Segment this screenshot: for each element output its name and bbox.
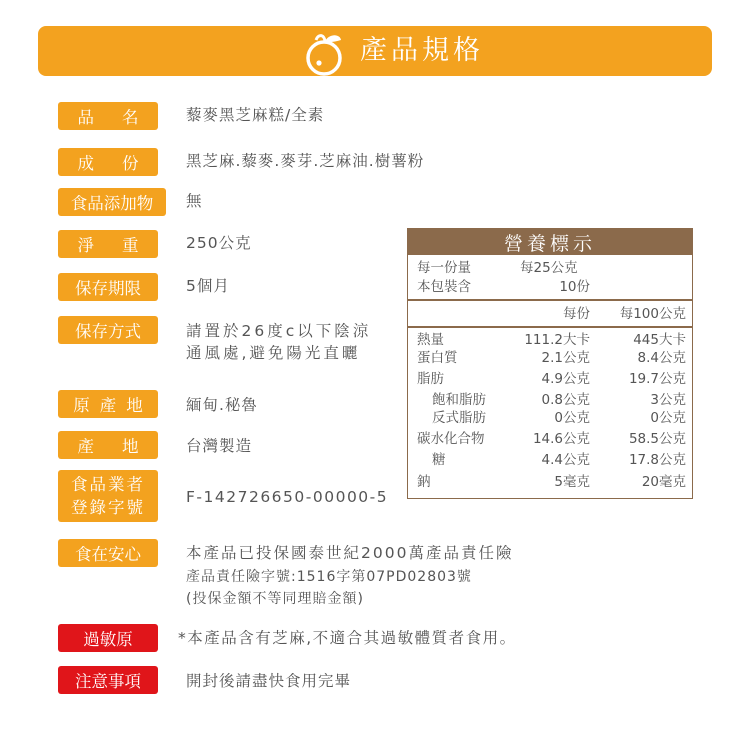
value-additives: 無 [186, 192, 203, 210]
nutrient-per-100g: 17.8公克 [628, 452, 686, 468]
nutrition-title: 營養標示 [408, 229, 692, 255]
label-registration: 食品業者 登錄字號 [58, 470, 158, 522]
nutrient-name: 脂肪 [417, 371, 444, 387]
value-notice: 開封後請盡快食用完畢 [186, 672, 352, 690]
label-origin: 原產地 [58, 390, 158, 418]
value-place: 台灣製造 [186, 437, 253, 455]
nutrient-per-serving: 14.6公克 [532, 431, 590, 447]
nutrient-per-100g: 58.5公克 [628, 431, 686, 447]
nutrient-per-100g: 3公克 [650, 392, 686, 408]
nutrient-per-serving: 0公克 [554, 410, 590, 426]
nutrient-per-serving: 0.8公克 [541, 392, 590, 408]
nutrient-per-serving: 4.4公克 [541, 452, 590, 468]
header-banner [38, 26, 712, 76]
value-safety-line3: (投保金額不等同理賠金額) [186, 591, 364, 607]
label-allergen: 過敏原 [58, 624, 158, 652]
nutrient-per-serving: 2.1公克 [541, 350, 590, 366]
col-per-serving: 每份 [563, 306, 590, 322]
label-safety: 食在安心 [58, 539, 158, 567]
label-storage: 保存方式 [58, 316, 158, 344]
page-title: 產品規格 [360, 35, 484, 66]
nutrient-per-100g: 0公克 [650, 410, 686, 426]
nutrient-per-serving: 5毫克 [554, 474, 590, 490]
nutrient-per-100g: 20毫克 [641, 474, 686, 490]
label-net-weight: 淨重 [58, 230, 158, 258]
servings-per-pack-label: 本包裝含 [417, 279, 471, 295]
value-safety-line1: 本產品已投保國泰世紀2000萬產品責任險 [186, 544, 514, 562]
nutrition-divider [408, 299, 692, 301]
nutrient-name: 飽和脂肪 [432, 392, 486, 408]
label-place: 產地 [58, 431, 158, 459]
serving-size-label: 每一份量 [417, 260, 471, 276]
nutrient-name: 鈉 [417, 474, 431, 490]
value-ingredients: 黑芝麻.藜麥.麥芽.芝麻油.樹薯粉 [186, 152, 425, 170]
nutrition-divider [408, 326, 692, 328]
nutrient-per-100g: 8.4公克 [637, 350, 686, 366]
value-product-name: 藜麥黑芝麻糕/全素 [186, 106, 325, 124]
value-allergen: *本產品含有芝麻,不適合其過敏體質者食用。 [178, 629, 517, 647]
nutrient-per-100g: 19.7公克 [628, 371, 686, 387]
col-per-100g: 每100公克 [619, 306, 686, 322]
nutrient-name: 糖 [432, 452, 446, 468]
value-origin: 緬甸.秘魯 [186, 396, 258, 414]
value-net-weight: 250公克 [186, 234, 252, 252]
label-ingredients: 成份 [58, 148, 158, 176]
servings-per-pack-value: 10份 [559, 279, 590, 295]
serving-size-value: 每25公克 [520, 260, 578, 276]
label-notice: 注意事項 [58, 666, 158, 694]
nutrition-table [407, 228, 693, 499]
nutrient-name: 碳水化合物 [417, 431, 485, 447]
value-storage-line2: 通風處,避免陽光直曬 [186, 344, 361, 362]
nutrient-per-serving: 4.9公克 [541, 371, 590, 387]
nutrient-name: 反式脂肪 [432, 410, 486, 426]
value-safety-line2: 產品責任險字號:1516字第07PD02803號 [186, 569, 472, 585]
value-registration: F-142726650-00000-5 [186, 488, 389, 506]
label-shelf-life: 保存期限 [58, 273, 158, 301]
nutrient-name: 熱量 [417, 332, 444, 348]
value-shelf-life: 5個月 [186, 277, 230, 295]
nutrient-name: 蛋白質 [417, 350, 458, 366]
label-additives: 食品添加物 [58, 188, 166, 216]
nutrient-per-100g: 445大卡 [633, 332, 686, 348]
value-storage-line1: 請置於26度c以下陰涼 [186, 322, 372, 340]
orange-fruit-icon [296, 30, 352, 76]
label-product-name: 品名 [58, 102, 158, 130]
nutrient-per-serving: 111.2大卡 [524, 332, 590, 348]
